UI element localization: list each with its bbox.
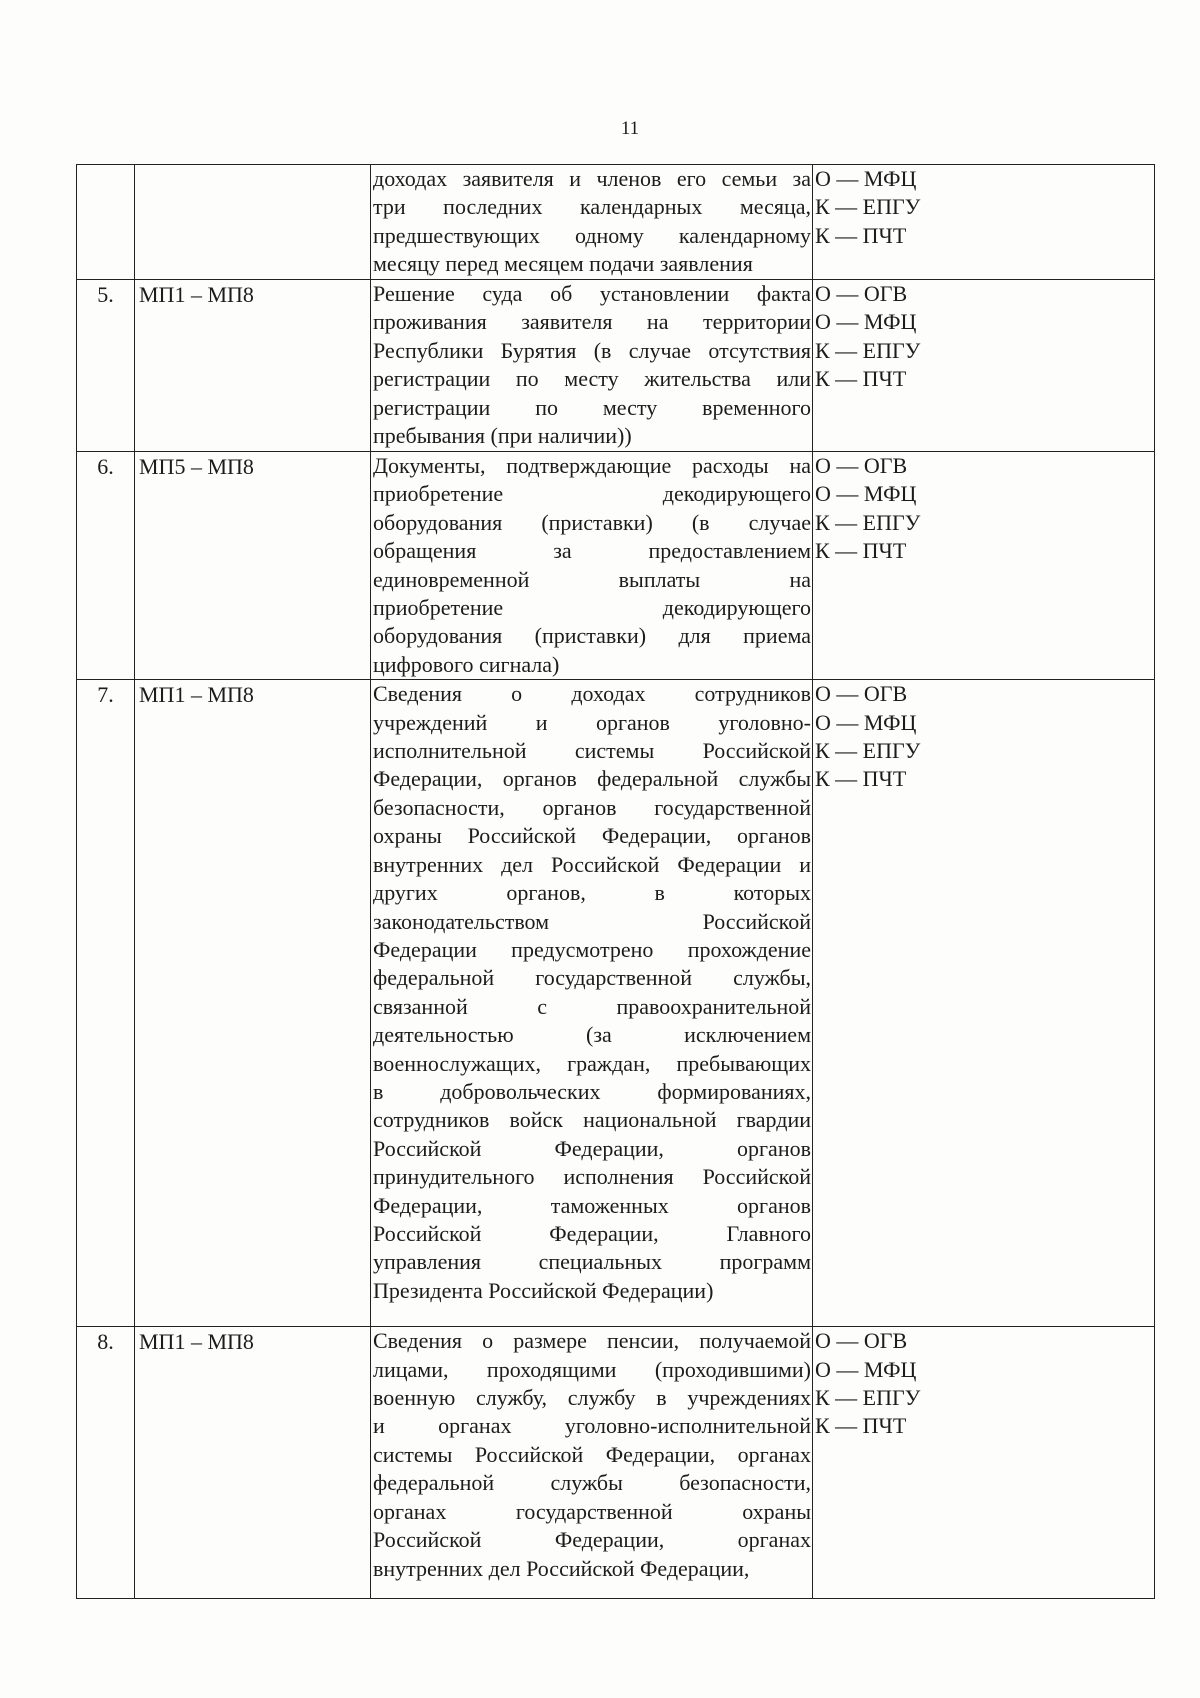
- channel-item: О — ОГВ: [815, 1328, 908, 1354]
- description-line: проживания заявителя на территории: [373, 309, 811, 335]
- channel-item: О — МФЦ: [815, 481, 917, 507]
- channel-item: О — МФЦ: [815, 309, 917, 335]
- measure-code: МП5 – МП8: [135, 452, 371, 680]
- description-line: законодательством Российской: [373, 908, 811, 934]
- submission-channels: [813, 280, 1155, 452]
- submission-channels: [813, 680, 1155, 1327]
- row-number: 6.: [77, 452, 135, 680]
- channel-item: К — ЕПГУ: [815, 509, 921, 535]
- table-row: [77, 680, 1155, 1327]
- description-line: Республики Бурятия (в случае отсутствия: [373, 337, 811, 363]
- page-number: 11: [620, 118, 640, 139]
- description-line: Сведения о доходах сотрудников: [373, 681, 811, 707]
- description-line: и органах уголовно-исполнительной: [373, 1413, 811, 1439]
- row-number: [77, 165, 135, 280]
- description-line: других органов, в которых: [373, 880, 811, 906]
- description-line: Российской Федерации, Главного: [373, 1220, 811, 1246]
- description-line: деятельностью (за исключением: [373, 1022, 811, 1048]
- description-line: единовременной выплаты на: [373, 566, 811, 592]
- description-line: федеральной службы безопасности,: [373, 1470, 811, 1496]
- channel-item: О — ОГВ: [815, 281, 908, 306]
- description-line: три последних календарных месяца,: [373, 194, 811, 220]
- description-line: Сведения о размере пенсии, получаемой: [373, 1328, 811, 1354]
- description-line: приобретение декодирующего: [373, 595, 811, 621]
- description-line: органах государственной охраны: [373, 1498, 811, 1524]
- description-line: Российской Федерации, органов: [373, 1135, 811, 1161]
- description-line: Федерации, органов федеральной службы: [373, 766, 811, 792]
- channel-item: К — ПЧТ: [815, 366, 907, 392]
- submission-channels: [813, 452, 1155, 680]
- description-line: военную службу, службу в учреждениях: [373, 1385, 811, 1411]
- description-line: в добровольческих формированиях,: [373, 1078, 811, 1104]
- document-description: [371, 165, 813, 280]
- row-number: 5.: [77, 280, 135, 452]
- description-line: лицами, проходящими (проходившими): [373, 1356, 811, 1382]
- description-line: Президента Российской Федерации): [373, 1277, 714, 1303]
- description-line: Федерации предусмотрено прохождение: [373, 936, 811, 962]
- channel-item: К — ПЧТ: [815, 1413, 907, 1439]
- channel-item: О — ОГВ: [815, 681, 908, 707]
- description-line: исполнительной системы Российской: [373, 738, 811, 764]
- channel-item: К — ПЧТ: [815, 538, 907, 564]
- description-line: внутренних дел Российской Федерации и: [373, 851, 811, 877]
- measure-code: МП1 – МП8: [135, 280, 371, 452]
- channel-item: О — МФЦ: [815, 1356, 917, 1382]
- description-line: Российской Федерации, органах: [373, 1527, 811, 1553]
- document-description: [371, 452, 813, 680]
- description-line: охраны Российской Федерации, органов: [373, 823, 811, 849]
- channel-item: О — ОГВ: [815, 453, 908, 478]
- document-description: [371, 280, 813, 452]
- description-line: Федерации, таможенных органов: [373, 1192, 811, 1218]
- description-line: Документы, подтверждающие расходы на: [373, 453, 811, 478]
- description-line: доходах заявителя и членов его семьи за: [373, 166, 811, 191]
- description-line: безопасности, органов государственной: [373, 794, 811, 820]
- description-line: регистрации по месту временного: [373, 394, 811, 420]
- channel-item: К — ЕПГУ: [815, 738, 921, 764]
- description-line: связанной с правоохранительной: [373, 993, 811, 1019]
- description-line: сотрудников войск национальной гвардии: [373, 1107, 811, 1133]
- description-line: федеральной государственной службы,: [373, 965, 811, 991]
- submission-channels: [813, 1327, 1155, 1599]
- channel-item: О — МФЦ: [815, 709, 917, 735]
- table-row: [77, 280, 1155, 452]
- description-line: управления специальных программ: [373, 1249, 811, 1275]
- description-line: принудительного исполнения Российской: [373, 1164, 811, 1190]
- channel-item: О — МФЦ: [815, 166, 917, 191]
- description-line: системы Российской Федерации, органах: [373, 1441, 811, 1467]
- table-row: [77, 452, 1155, 680]
- description-line: внутренних дел Российской Федерации,: [373, 1555, 750, 1581]
- row-number: 7.: [77, 680, 135, 1327]
- description-line: обращения за предоставлением: [373, 538, 811, 564]
- measure-code: [135, 165, 371, 280]
- description-line: оборудования (приставки) для приема: [373, 623, 811, 649]
- description-line: цифрового сигнала): [373, 651, 560, 677]
- measure-code: МП1 – МП8: [135, 1327, 371, 1599]
- channel-item: К — ПЧТ: [815, 766, 907, 792]
- description-line: военнослужащих, граждан, пребывающих: [373, 1050, 811, 1076]
- row-number: 8.: [77, 1327, 135, 1599]
- document-description: [371, 680, 813, 1327]
- description-line: учреждений и органов уголовно-: [373, 709, 811, 735]
- document-description: [371, 1327, 813, 1599]
- submission-channels: [813, 165, 1155, 280]
- channel-item: К — ПЧТ: [815, 222, 907, 248]
- description-line: предшествующих одному календарному: [373, 222, 811, 248]
- table-row: [77, 1327, 1155, 1599]
- table-row: [77, 165, 1155, 280]
- description-line: пребывания (при наличии)): [373, 423, 632, 449]
- description-line: месяцу перед месяцем подачи заявления: [373, 251, 753, 277]
- description-line: приобретение декодирующего: [373, 481, 811, 507]
- documents-table: [76, 164, 1155, 1599]
- channel-item: К — ЕПГУ: [815, 1385, 921, 1411]
- description-line: Решение суда об установлении факта: [373, 281, 811, 306]
- channel-item: К — ЕПГУ: [815, 194, 921, 220]
- description-line: регистрации по месту жительства или: [373, 366, 811, 392]
- description-line: оборудования (приставки) (в случае: [373, 509, 811, 535]
- channel-item: К — ЕПГУ: [815, 337, 921, 363]
- measure-code: МП1 – МП8: [135, 680, 371, 1327]
